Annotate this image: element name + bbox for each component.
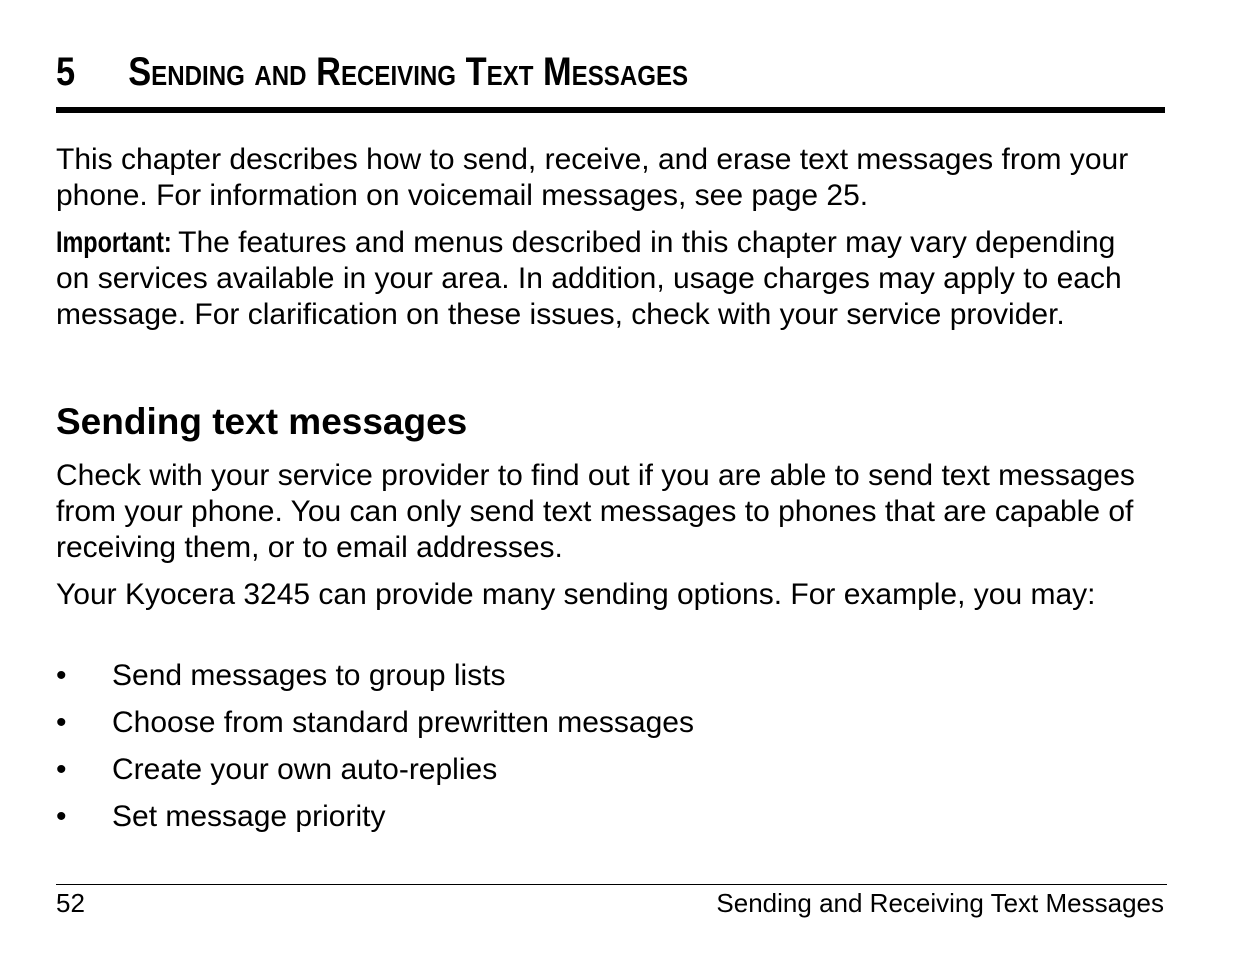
important-note (56, 225, 1156, 333)
section-paragraph-2: Your Kyocera 3245 can provide many sending options. For example, you may: (56, 578, 1096, 611)
section-heading: Sending text messages (56, 401, 468, 442)
section-paragraph-1: Check with your service provider to find out if you are able to send text messages from your phone. You can only send text messages to phones that are capable of receiving them, or to email addresses. (56, 459, 1135, 564)
list-item-text: Set message priority (112, 800, 386, 833)
important-text: The features and menus described in this chapter may vary depending on services available in your area. In addition, usage charges may apply to each message. For clarification on these issues, check with your service provider. (56, 226, 1122, 331)
list-item-text: Choose from standard prewritten messages (112, 706, 694, 739)
chapter-number: 5 (56, 50, 76, 94)
bullet-dot: • (56, 800, 67, 833)
bullet-dot: • (56, 706, 67, 739)
footer-running-title: Sending and Receiving Text Messages (716, 888, 1164, 918)
intro-paragraph: This chapter describes how to send, receive, and erase text messages from your phone. For information on voicemail messages, see page 25. (56, 143, 1129, 212)
bullet-dot: • (56, 753, 67, 786)
chapter-title: Sending and Receiving Text Messages (128, 50, 689, 94)
footer-page-number: 52 (56, 888, 85, 918)
footer-rule (56, 884, 1167, 885)
bullet-dot: • (56, 659, 67, 692)
chapter-title-rule (56, 107, 1165, 113)
list-item-text: Create your own auto-replies (112, 753, 498, 786)
chapter-header (56, 50, 1010, 94)
important-label: Important: (56, 226, 172, 259)
list-item-text: Send messages to group lists (112, 659, 506, 692)
